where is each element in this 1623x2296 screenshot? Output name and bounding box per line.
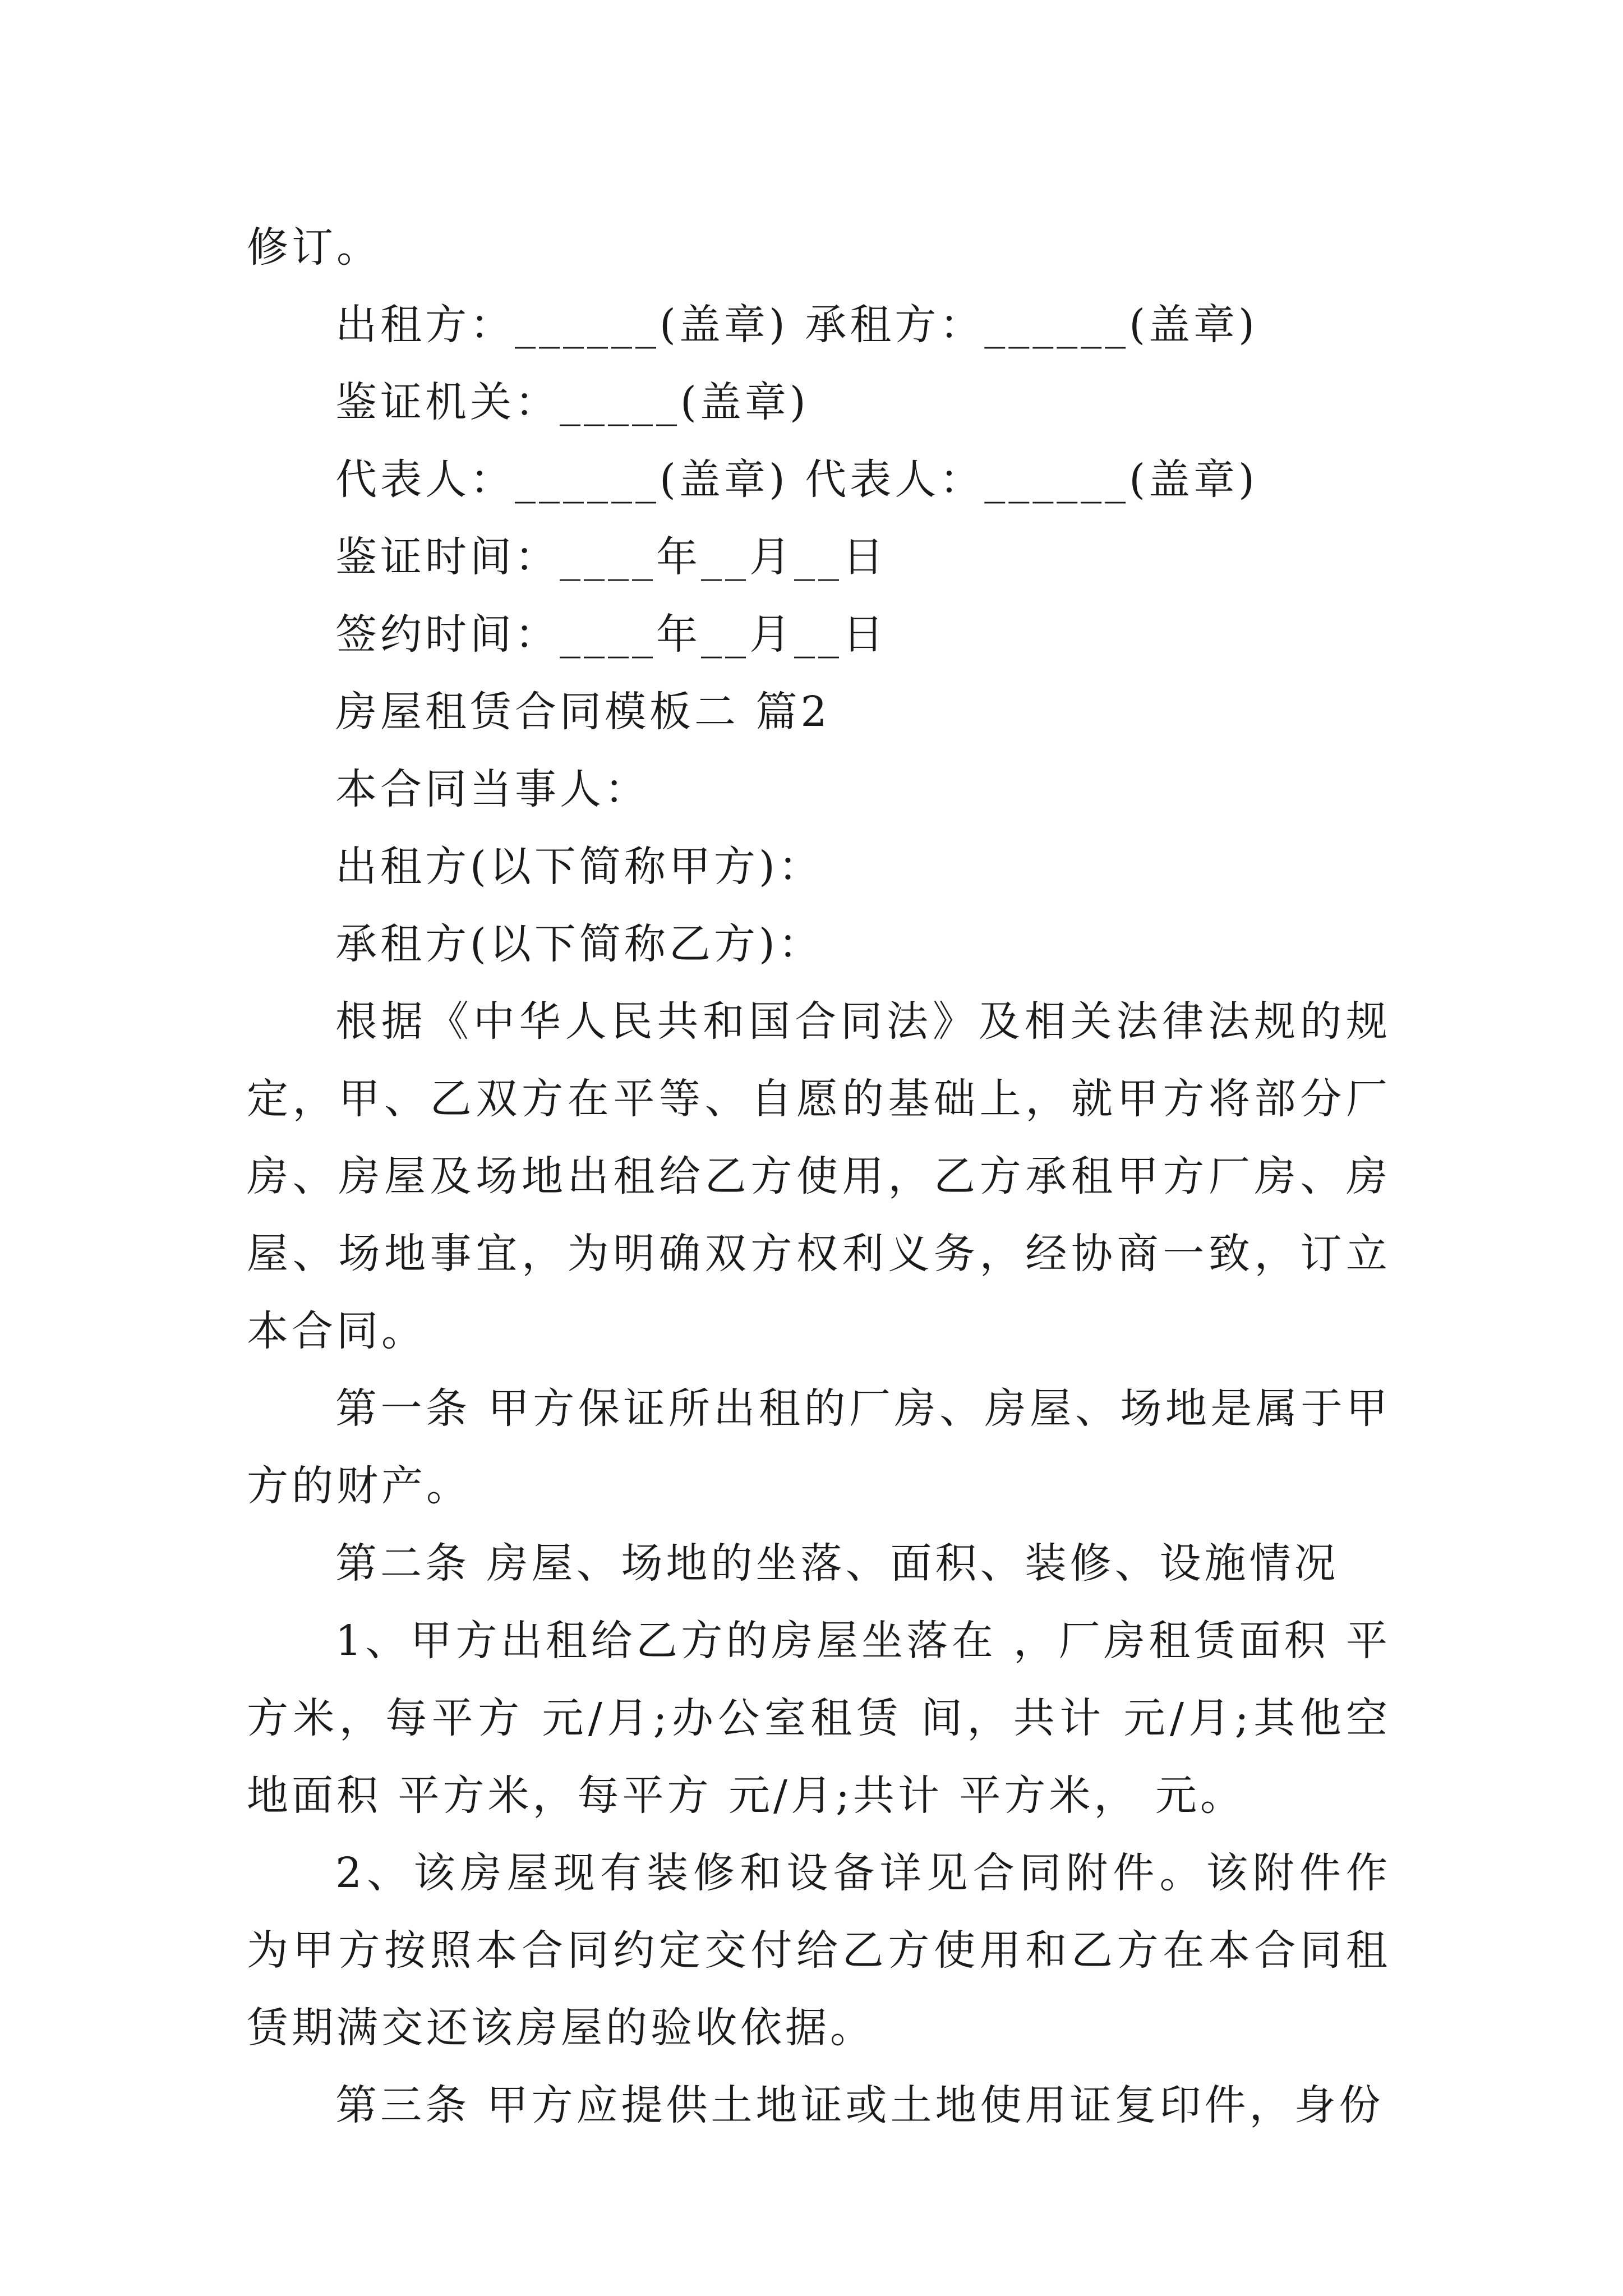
- section-title: 房屋租赁合同模板二 篇2: [335, 688, 831, 736]
- paragraph-article-2: 第二条 房屋、场地的坐落、面积、装修、设施情况: [335, 1539, 1339, 1588]
- document-body: [247, 209, 1391, 2144]
- signature-lessor-lessee: 出租方：______(盖章) 承租方：______(盖章): [335, 301, 1258, 349]
- text-line-revision: 修订。: [247, 223, 381, 272]
- paragraph-article-1: 第一条 甲方保证所出租的厂房、房屋、场地是属于甲方的财产。: [247, 1384, 1391, 1510]
- signature-representatives: 代表人：______(盖章) 代表人：______(盖章): [335, 455, 1258, 504]
- paragraph-preamble: 根据《中华人民共和国合同法》及相关法律法规的规定，甲、乙双方在平等、自愿的基础上，就甲方将部分厂房、房屋及场地出租给乙方使用，乙方承租甲方厂房、房屋、场地事宜，为明确双方权利义务，经协商一致，订立本合同。: [247, 997, 1391, 1355]
- parties-heading: 本合同当事人：: [335, 765, 649, 813]
- party-lessee: 承租方(以下简称乙方)：: [335, 920, 823, 968]
- signing-date: 签约时间：____年__月__日: [335, 610, 887, 659]
- paragraph-article-3: 第三条 甲方应提供土地证或土地使用证复印件，身份: [335, 2081, 1384, 2129]
- authentication-date: 鉴证时间：____年__月__日: [335, 533, 887, 581]
- paragraph-article-2-item-2: 2、该房屋现有装修和设备详见合同附件。该附件作为甲方按照本合同约定交付给乙方使用和乙方在本合同租赁期满交还该房屋的验收依据。: [247, 1849, 1391, 2052]
- signature-authority: 鉴证机关：_____(盖章): [335, 378, 809, 426]
- party-lessor: 出租方(以下简称甲方)：: [335, 843, 823, 891]
- paragraph-article-2-item-1: 1、甲方出租给乙方的房屋坐落在 ，厂房租赁面积 平方米，每平方 元/月;办公室租赁 间，共计 元/月;其他空地面积 平方米，每平方 元/月;共计 平方米， 元。: [247, 1617, 1391, 1820]
